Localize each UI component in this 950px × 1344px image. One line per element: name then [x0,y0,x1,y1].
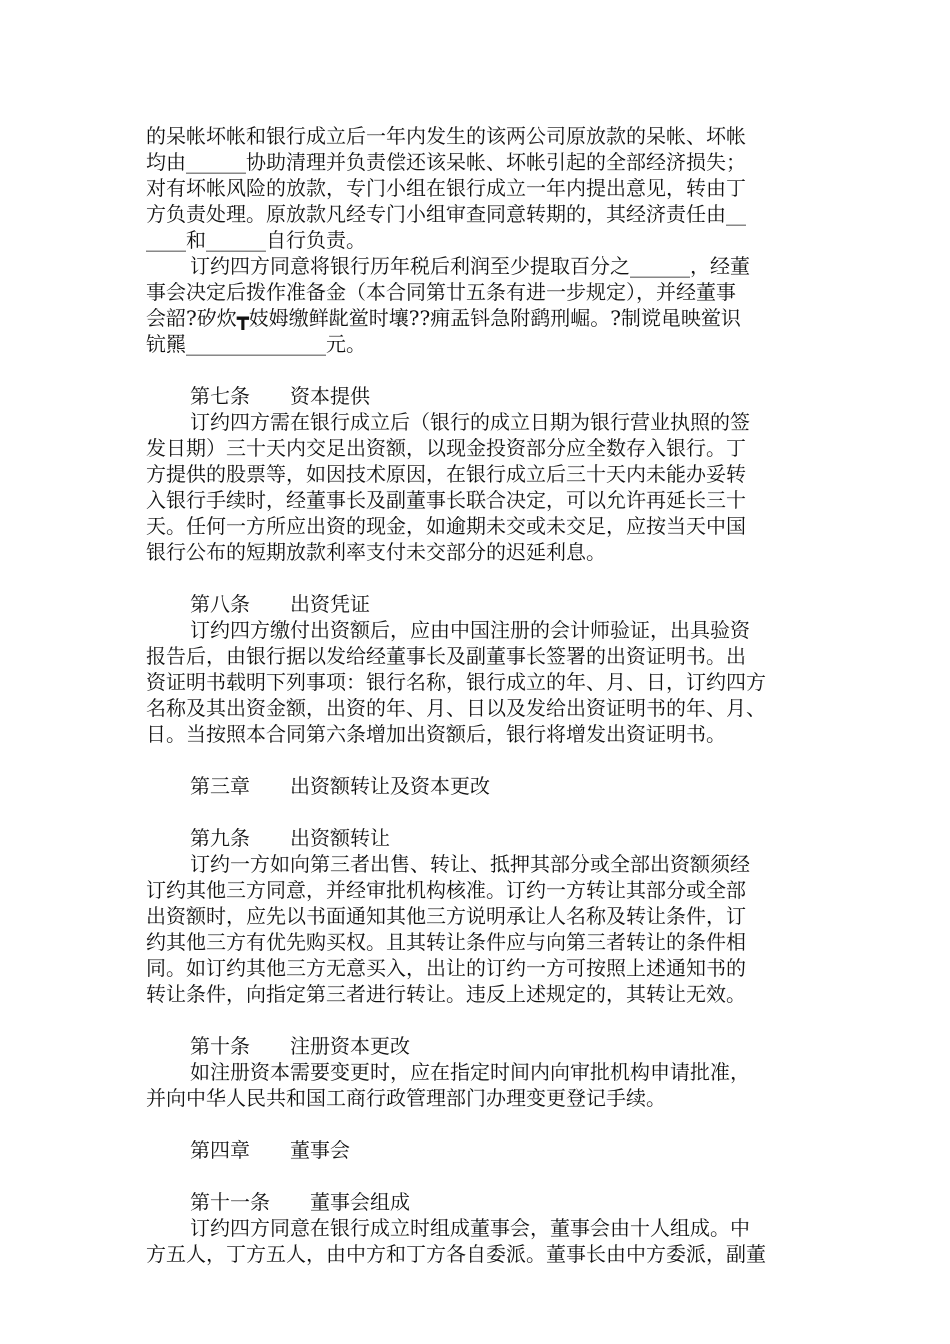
paragraph [146,1215,808,1267]
heading-text: 第三章 出资额转让及资本更改 [190,774,490,798]
paragraph [146,1059,808,1111]
paragraph-line: 入银行手续时，经董事长及副董事长联合决定，可以允许再延长三十 [146,488,746,512]
paragraph-line: 会韶?矽炊┳妓姆缴鲜龀鲎时壤??痈盂钭急附鹞刑崛。?制谠黾映鲎识 [146,306,741,330]
paragraph-line: 同。如订约其他三方无意买入，出让的订约一方可按照上述通知书的 [146,956,746,980]
paragraph [146,123,808,253]
paragraph-line: 订约四方同意在银行成立时组成董事会，董事会由十人组成。中 [190,1216,750,1240]
paragraph-line: 事会决定后拨作准备金（本合同第廿五条有进一步规定），并经董事 [146,280,736,304]
section-heading [146,773,808,799]
paragraph-line: 日。当按照本合同第六条增加出资额后，银行将增发出资证明书。 [146,722,726,746]
paragraph-line: 出资额时，应先以书面通知其他三方说明承让人名称及转让条件，订 [146,904,746,928]
paragraph-line: 天。任何一方所应出资的现金，如逾期未交或未交足，应按当天中国 [146,514,746,538]
blank-line [146,1111,808,1137]
heading-text: 第七条 资本提供 [190,384,370,408]
section-heading [146,1033,808,1059]
paragraph-line: 对有坏帐风险的放款，专门小组在银行成立一年内提出意见，转由丁 [146,176,746,200]
blank-line [146,565,808,591]
paragraph-line: 订约四方需在银行成立后（银行的成立日期为银行营业执照的签 [190,410,750,434]
section-heading [146,1137,808,1163]
heading-text: 第十一条 董事会组成 [190,1190,410,1214]
paragraph-line: 订约四方缴付出资额后，应由中国注册的会计师验证，出具验资 [190,618,750,642]
paragraph-line: 方负责处理。原放款凡经专门小组审查同意转期的，其经济责任由__ [146,202,746,226]
document-page [146,123,808,1267]
heading-text: 第八条 出资凭证 [190,592,370,616]
paragraph-line: 订约一方如向第三者出售、转让、抵押其部分或全部出资额须经 [190,852,750,876]
paragraph-line: 的呆帐坏帐和银行成立后一年内发生的该两公司原放款的呆帐、坏帐 [146,124,746,148]
paragraph-line: 名称及其出资金额，出资的年、月、日以及发给出资证明书的年、月、 [146,696,766,720]
paragraph-line: 并向中华人民共和国工商行政管理部门办理变更登记手续。 [146,1086,666,1110]
blank-line [146,747,808,773]
paragraph-line: ____和______自行负责。 [146,228,366,252]
paragraph-line: 钪羆______________元。 [146,332,366,356]
section-heading [146,825,808,851]
paragraph [146,253,808,357]
paragraph [146,851,808,1007]
paragraph-line: 订约其他三方同意，并经审批机构核准。订约一方转让其部分或全部 [146,878,746,902]
blank-line [146,799,808,825]
section-heading [146,1189,808,1215]
paragraph-line: 方提供的股票等，如因技术原因，在银行成立后三十天内未能办妥转 [146,462,746,486]
section-heading [146,383,808,409]
paragraph-line: 方五人，丁方五人，由中方和丁方各自委派。董事长由中方委派，副董 [146,1242,766,1266]
heading-text: 第九条 出资额转让 [190,826,390,850]
paragraph-line: 如注册资本需要变更时，应在指定时间内向审批机构申请批准， [190,1060,750,1084]
paragraph-line: 发日期）三十天内交足出资额，以现金投资部分应全数存入银行。丁 [146,436,746,460]
heading-text: 第四章 董事会 [190,1138,350,1162]
paragraph [146,617,808,747]
paragraph-line: 银行公布的短期放款利率支付未交部分的迟延利息。 [146,540,606,564]
section-heading [146,591,808,617]
paragraph-line: 报告后，由银行据以发给经董事长及副董事长签署的出资证明书。出 [146,644,746,668]
blank-line [146,357,808,383]
paragraph-line: 转让条件，向指定第三者进行转让。违反上述规定的，其转让无效。 [146,982,746,1006]
paragraph-line: 资证明书载明下列事项：银行名称，银行成立的年、月、日，订约四方 [146,670,766,694]
paragraph-line: 均由______协助清理并负责偿还该呆帐、坏帐引起的全部经济损失； [146,150,746,174]
blank-line [146,1007,808,1033]
heading-text: 第十条 注册资本更改 [190,1034,410,1058]
paragraph [146,409,808,565]
paragraph-line: 订约四方同意将银行历年税后利润至少提取百分之______，经董 [190,254,750,278]
paragraph-line: 约其他三方有优先购买权。且其转让条件应与向第三者转让的条件相 [146,930,746,954]
blank-line [146,1163,808,1189]
